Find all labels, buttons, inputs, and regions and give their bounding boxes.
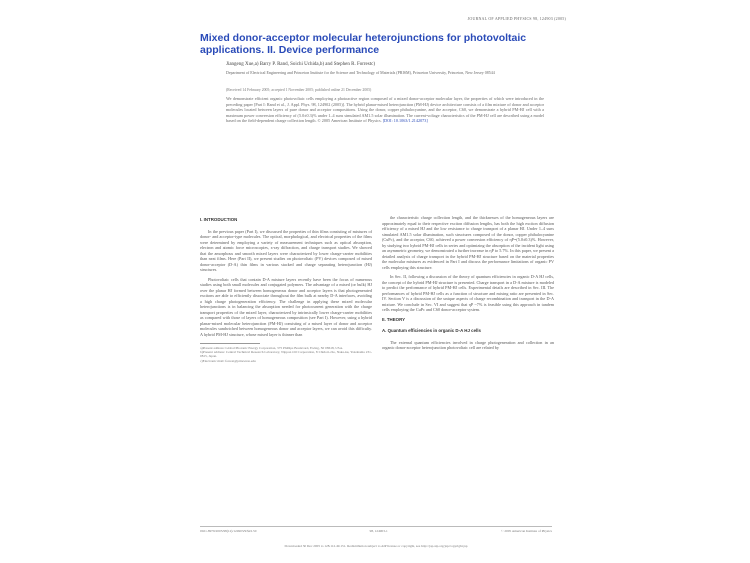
intro-paragraph-3: the characteristic charge collection length, and the thicknesses of the homogeneous layers are approximately equal to their respective exciton diffusion lengths, has both the high exciton diffusion efficiency of a mixed HJ and the low resistance to charge transport of a planar HJ. Under 1–4 suns simulated AM1.5 solar illumination, such structures composed of the donor, copper phthalocyanine (CuPc), and the acceptor, C60, achieved a power conversion efficiency of ηP=(5.0±0.3)%. However, by studying two hybrid PM-HJ cells in series and optimizing the absorption of the incident light using an asymmetric geometry, we demonstrated a further increase in ηP to 5.7%. In this paper, we present a detailed analysis of charge transport in the hybrid PM-HJ structure based on the material properties the molecular mixtures as evidenced in Part I and discuss the performance limitations of organic PV cells employing this structure. — [382, 215, 554, 270]
affiliation: Department of Electrical Engineering and Princeton Institute for the Science and Technology of Materials (PRISM), Princeton University, Princeton, New Jersey 08544 — [226, 70, 495, 75]
theory-paragraph-1: The external quantum efficiencies involved in charge photogeneration and collection in an organic donor-acceptor heterojunction photovoltaic cell are related by — [382, 339, 554, 350]
abstract — [226, 96, 544, 124]
intro-paragraph-1: In the previous paper (Part I), we discussed the properties of thin films consisting of mixtures of donor- and acceptor-type molecules. The optical, morphological, and electrical properties of the films were determined by employing a variety of measurement techniques such as optical absorption, electron and atomic force microscopies, x-ray diffraction, and charge transport studies. We showed that the amorphous and smooth mixed layers were characterized by lower charge-carrier mobilities than neat films. Here (Part II), we present studies on photovoltaic (PV) devices composed of mixed donor-acceptor (D-A) thin films in various stacked and charge separating heterojunction (HJ) structures. — [200, 228, 372, 272]
journal-header: JOURNAL OF APPLIED PHYSICS 98, 124903 (2005) — [467, 16, 566, 21]
section-theory-heading: II. THEORY — [382, 316, 406, 322]
footnote-divider — [200, 343, 260, 344]
paper-title: Mixed donor-acceptor molecular heterojunctions for photovoltaic applications. II. Device performance — [200, 32, 527, 56]
intro-paragraph-4: In Sec. II, following a discussion of the theory of quantum efficiencies in organic D-A HJ cells, the concept of the hybrid PM-HJ structure is presented. Charge transport in a D-A mixture is modeled to predict the performance of hybrid PM-HJ cells. Experimental details are described in Sec. III. The performances of hybrid PM-HJ cells as a function of structure and mixing ratio are presented in Sec. IV. Section V is a discussion of the unique aspects of charge recombination and transport in the D-A mixture. We conclude in Sec. VI and suggest that ηP ~7% is feasible using this approach in tandem cells employing the CuPc and C60 donor-acceptor system. — [382, 274, 554, 312]
footnote-b: b)Present address: Central Technical Research Laboratory, Nippon Oil Corporation, 8 Chidori-cho, Naka-ku, Yokohama 231-0815, Japan. — [200, 350, 372, 359]
footer-page-number: 98, 124903-1 — [369, 529, 388, 533]
download-notice: Downloaded 30 Dec 2005 to 128.112.49.151. Redistribution subject to AIP license or copyright, see http://jap.aip.org/jap/copyright.jsp — [284, 544, 468, 548]
footnote-a: a)Present address: Global Photonic Energy Corporation, 375 Phillips Boulevard, Ewing, NJ 08618, USA. — [200, 346, 343, 350]
footer-copyright: © 2005 American Institute of Physics — [500, 529, 552, 533]
left-column — [200, 215, 372, 363]
footer-code: 0021-8979/2005/98(12)/124903/9/$22.50 — [200, 529, 257, 533]
page-footer — [200, 526, 552, 533]
footnote-c: c)Electronic mail: forrest@princeton.edu — [200, 358, 256, 363]
received-dates: (Received 14 February 2005; accepted 1 November 2005; published online 21 December 2005) — [226, 88, 372, 92]
subsection-quantum-efficiencies-heading: A. Quantum efficiencies in organic D-A HJ cells — [382, 328, 481, 333]
right-column — [382, 215, 554, 355]
paper-page — [186, 10, 566, 558]
intro-paragraph-2: Photovoltaic cells that contain D-A mixture layers recently have been the focus of numerous studies using both small molecules and conjugated polymers. The advantage of a mixed (or bulk) HJ over the planar HJ formed between homogeneous donor and acceptor layers is that photogenerated excitons are able to efficiently dissociate throughout the film bulk at nearby D-A interfaces, avoiding a high charge photogeneration efficiency. The challenge in applying these mixed molecular heterojunctions is in balancing the absorption needed for photocurrent generation with the charge transport properties of the mixed layer, characterized by intrinsically lower charge-carrier mobilities as compared with those of layers of homogeneous composition (see Part I). However, using a hybrid planar-mixed molecular heterojunction (PM-HJ) consisting of a mixed layer of donor and acceptor molecules sandwiched between homogeneous donor and acceptor layers, we can avoid this difficulty. A hybrid PM-HJ structure, whose mixed layer is thinner than — [200, 276, 372, 337]
abstract-text: We demonstrate efficient organic photovoltaic cells employing a photoactive region composed of a mixed donor-acceptor molecular layer, the properties of which were introduced in the preceding paper [Part I: Rand et al., J. Appl. Phys. 98, 124902 (2005)]. The hybrid planar-mixed heterojunction (PM-HJ) device architecture consists of a film mixture of donor and acceptor molecules located between layers of pure donor and acceptor compositions. Using the donor, copper phthalocyanine, and the acceptor, C60, we demonstrate a hybrid PM-HJ cell with a maximum power conversion efficiency of (5.0±0.3)% under 1–4 suns simulated AM1.5 solar illumination. The current-voltage characteristics of the PM-HJ cell are described using a model based on the field-dependent charge collection length. © 2005 American Institute of Physics. — [226, 96, 544, 124]
author-list: Jiangeng Xue,a) Barry P. Rand, Soichi Uchida,b) and Stephen R. Forrestc) — [226, 62, 375, 67]
abstract-doi-link[interactable]: [DOI: 10.1063/1.2142073] — [382, 118, 428, 124]
section-introduction-heading: I. INTRODUCTION — [200, 217, 238, 222]
